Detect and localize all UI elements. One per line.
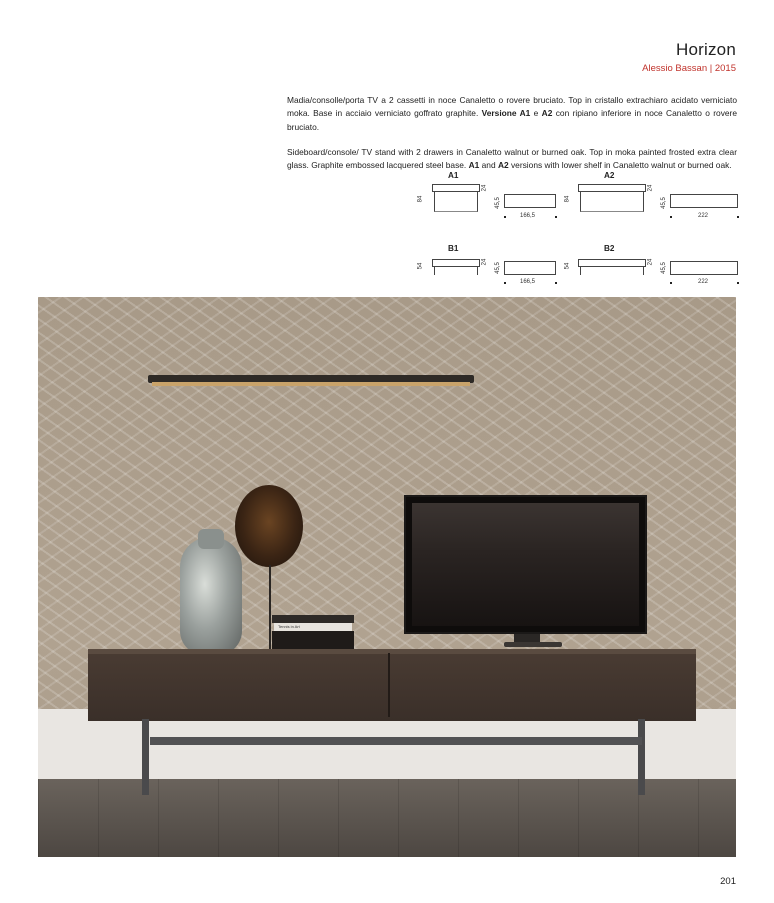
designer-credit: Alessio Bassan | 2015 bbox=[642, 63, 736, 74]
drawing-a1-legs bbox=[434, 192, 478, 212]
drawing-a2 bbox=[566, 170, 742, 228]
sideboard-base-rail bbox=[150, 737, 642, 745]
drawing-b2-legs bbox=[580, 267, 644, 275]
television-foot bbox=[504, 642, 562, 647]
description-english-text-2: versions with lower shelf in Canaletto walnut or burned oak. bbox=[508, 160, 732, 171]
sideboard-leg-right bbox=[638, 719, 645, 795]
television bbox=[404, 495, 647, 634]
horizon-sideboard bbox=[88, 649, 696, 721]
product-photo bbox=[38, 297, 736, 857]
drawing-a2-top-height: 24 bbox=[647, 184, 654, 192]
drawing-a2-legs bbox=[580, 192, 644, 212]
description-english-text-1: Sideboard/console/ TV stand with 2 drawers in Canaletto walnut or burned oak. Top in moka painted frosted extra clear glass. Graphite embossed lacquered steel base. bbox=[287, 147, 737, 171]
drawing-b1-top-view bbox=[504, 261, 556, 275]
description-english-bold-2: A2 bbox=[497, 160, 509, 171]
drawing-a2-depth: 45,5 bbox=[660, 197, 667, 209]
drawing-b1-dim-start bbox=[504, 282, 506, 284]
drawing-a2-label: A2 bbox=[604, 171, 615, 180]
drawing-a2-height: 84 bbox=[564, 195, 571, 203]
drawing-b2-top-height: 24 bbox=[647, 258, 654, 266]
drawing-b1-top-height: 24 bbox=[481, 258, 488, 266]
drawing-b1-front-view bbox=[432, 259, 480, 267]
page-number: 201 bbox=[720, 876, 736, 887]
television-screen bbox=[412, 503, 639, 626]
description-english-text-mid: and bbox=[479, 160, 498, 171]
drawing-a2-top-view bbox=[670, 194, 738, 208]
drawing-a2-dim-start bbox=[670, 216, 672, 218]
book-stack bbox=[272, 615, 354, 653]
drawing-b1-depth: 45,5 bbox=[494, 262, 501, 274]
description-english bbox=[287, 146, 737, 173]
drawing-a1-top-view bbox=[504, 194, 556, 208]
book-middle bbox=[274, 623, 352, 631]
description-italian-text-2: con ripiano inferiore in noce Canaletto o rovere bruciato. bbox=[287, 108, 737, 132]
drawing-b2-dim-start bbox=[670, 282, 672, 284]
drawing-b2-label: B2 bbox=[604, 244, 615, 253]
decor-stand-pole bbox=[269, 565, 271, 653]
glass-vase bbox=[180, 537, 242, 655]
drawing-b1 bbox=[417, 243, 578, 291]
page-title: Horizon bbox=[676, 40, 736, 59]
drawing-a1-depth: 45,5 bbox=[494, 197, 501, 209]
description-italian-bold-2: A2 bbox=[541, 108, 553, 119]
drawing-a1-width: 166,5 bbox=[520, 213, 536, 219]
vase-neck bbox=[198, 529, 224, 549]
description-italian bbox=[287, 94, 737, 134]
drawing-b2-height: 54 bbox=[564, 262, 571, 270]
drawing-b2-width: 222 bbox=[698, 279, 709, 285]
description-italian-text-mid: e bbox=[530, 108, 542, 119]
drawing-b1-dim-end bbox=[555, 282, 557, 284]
drawing-b1-label: B1 bbox=[448, 244, 459, 253]
description-italian-bold-1: Versione A1 bbox=[481, 108, 531, 119]
drawing-a1-top-height: 24 bbox=[481, 184, 488, 192]
drawing-b1-height: 54 bbox=[417, 262, 424, 270]
drawing-a1-height: 84 bbox=[417, 195, 424, 203]
drawing-a2-width: 222 bbox=[698, 213, 709, 219]
description-italian-text-1: Madia/consolle/porta TV a 2 cassetti in noce Canaletto o rovere bruciato. Top in cristallo extrachiaro acidato verniciato moka. Base in acciaio verniciato goffrato graphite. bbox=[287, 95, 737, 119]
wall-lamp bbox=[148, 375, 474, 383]
book-top bbox=[272, 615, 354, 623]
drawing-b2-dim-end bbox=[737, 282, 739, 284]
drawing-b2-front-view bbox=[578, 259, 646, 267]
drawing-a1-label: A1 bbox=[448, 171, 459, 180]
book-spine-title: Tennis in Art bbox=[278, 624, 300, 629]
drawing-a1-dim-start bbox=[504, 216, 506, 218]
drawing-a1 bbox=[417, 170, 578, 228]
drawing-b2-top-view bbox=[670, 261, 738, 275]
drawing-b2-depth: 45,5 bbox=[660, 262, 667, 274]
drawing-a2-front-view bbox=[578, 184, 646, 192]
drawing-b1-width: 166,5 bbox=[520, 279, 536, 285]
sideboard-leg-left bbox=[142, 719, 149, 795]
sideboard-top bbox=[88, 649, 696, 654]
description-english-bold-1: A1 bbox=[468, 160, 480, 171]
drawing-a1-front-view bbox=[432, 184, 480, 192]
sideboard-drawer-split bbox=[388, 653, 390, 717]
drawing-b2 bbox=[566, 243, 742, 291]
drawing-a1-dim-end bbox=[555, 216, 557, 218]
drawing-a2-dim-end bbox=[737, 216, 739, 218]
drawing-b1-legs bbox=[434, 267, 478, 275]
tortoise-shell-decor bbox=[235, 485, 303, 567]
